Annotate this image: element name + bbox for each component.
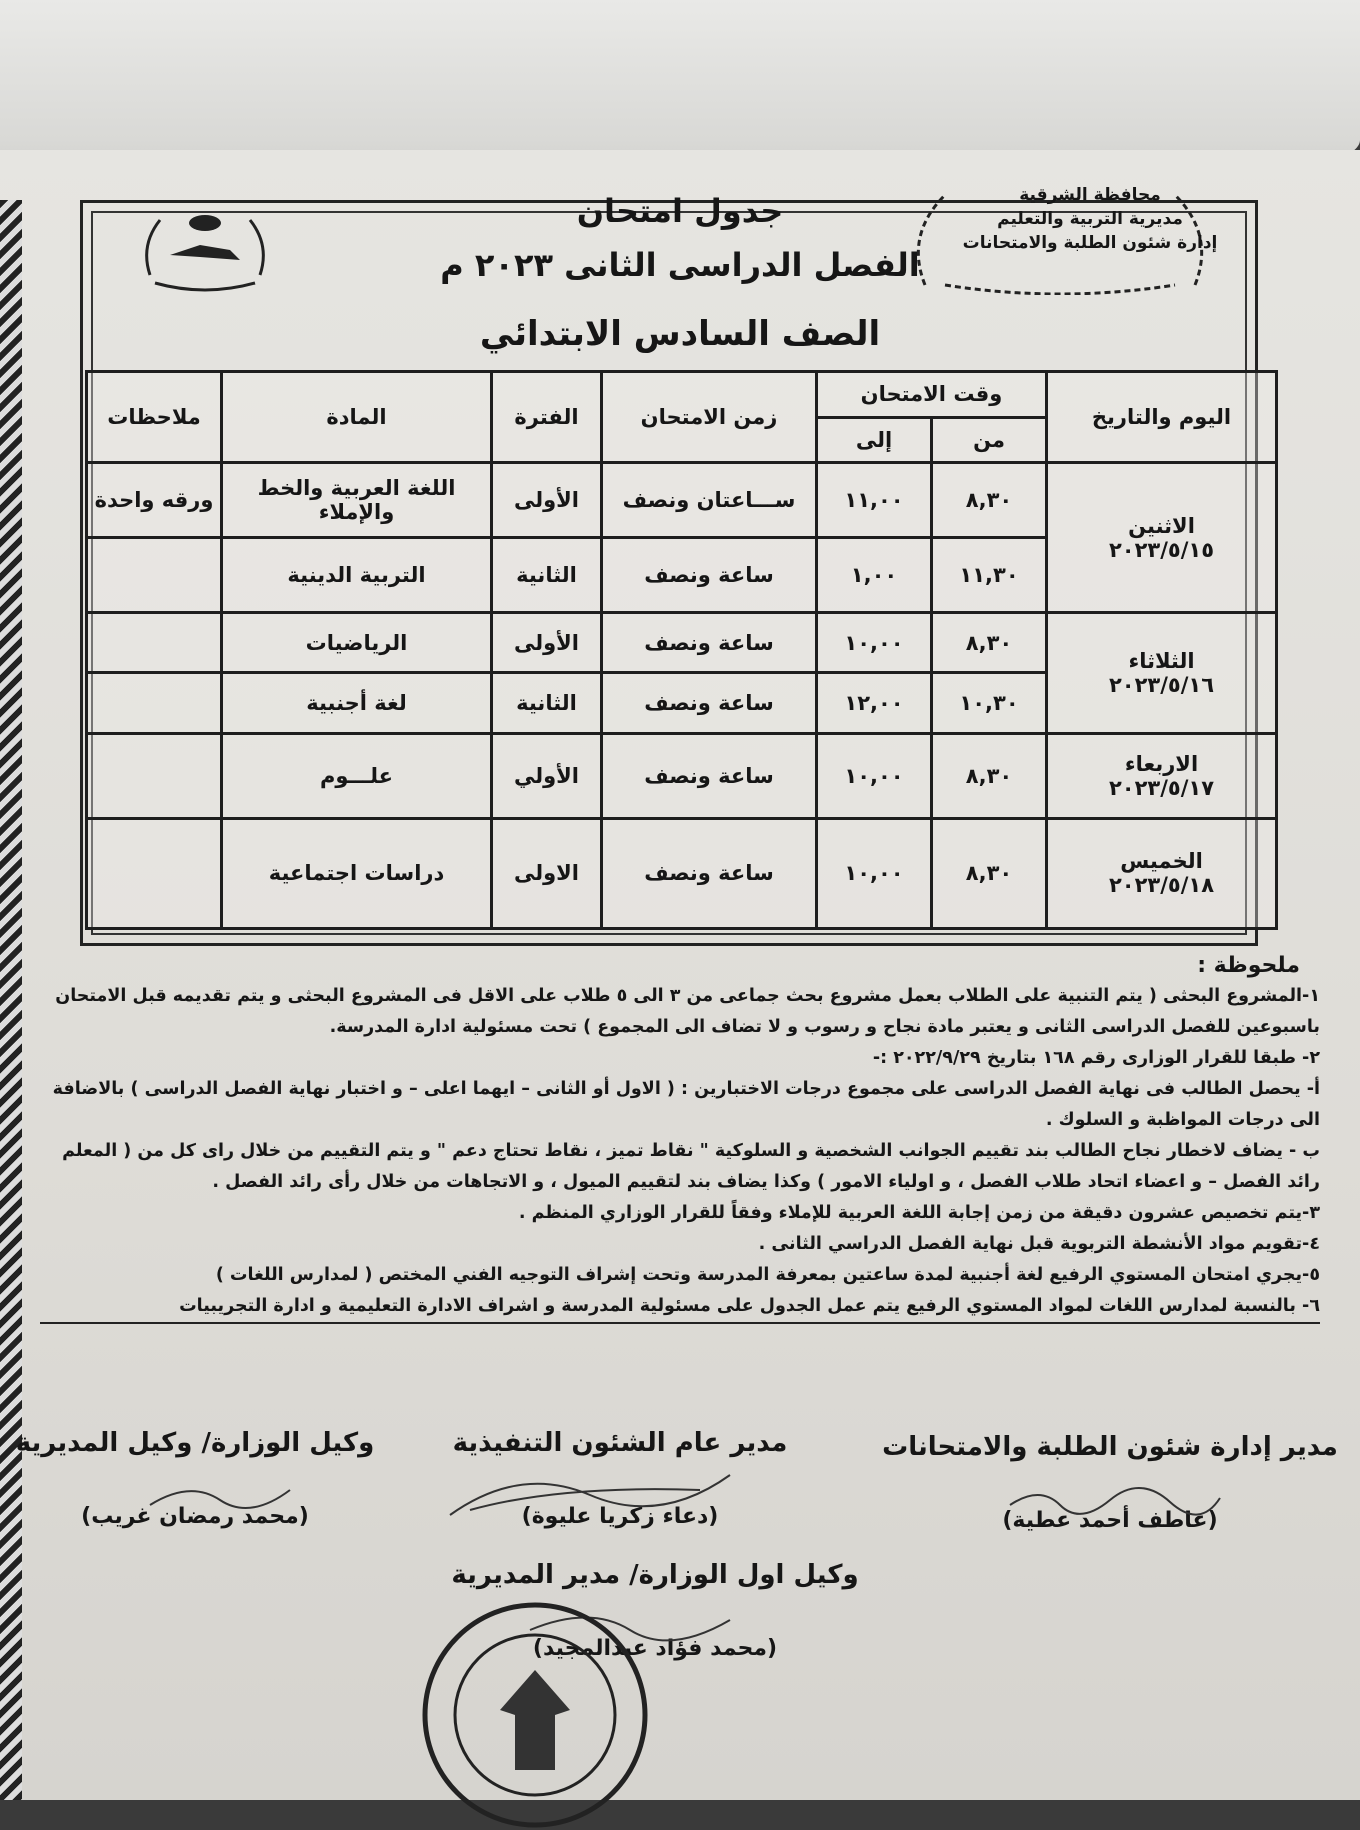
period: الأولى [492, 463, 602, 538]
period: الأولي [492, 733, 602, 818]
header-from: من [932, 417, 1047, 463]
doc-title: جدول امتحان [576, 192, 784, 230]
signature-name: (محمد فؤاد عبدالمجيد) [532, 1636, 778, 1661]
subject: الرياضيات [222, 613, 492, 673]
day-cell [1047, 613, 1277, 734]
signature-role: مدير عام الشئون التنفيذية [452, 1428, 788, 1458]
day-name: الاربعاء [1124, 751, 1199, 776]
left-border-pattern [0, 200, 22, 1800]
signature-role: مدير إدارة شئون الطلبة والامتحانات [882, 1432, 1338, 1462]
duration: ساعة ونصف [602, 673, 817, 733]
signature-name: (دعاء زكريا عليوة) [521, 1504, 719, 1529]
duration: ســـاعتان ونصف [602, 463, 817, 538]
subject: لغة أجنبية [222, 673, 492, 733]
subject: اللغة العربية والخط والإملاء [222, 463, 492, 538]
time-to: ١٠,٠٠ [817, 613, 932, 673]
duration: ساعة ونصف [602, 733, 817, 818]
table-row [87, 463, 1277, 538]
gov-line: محافظة الشرقية [1019, 185, 1161, 205]
time-from: ٨,٣٠ [932, 613, 1047, 673]
note-item: ٦- بالنسبة لمدارس اللغات لمواد المستوي الرفيع يتم عمل الجدول على مسئولية المدرسة و اشراف الادارة التعليمية و ادارة التجريبيات [40, 1291, 1320, 1324]
subject: دراسات اجتماعية [222, 818, 492, 928]
note-item: ٢- طبقا للقرار الوزارى رقم ١٦٨ بتاريخ ٢٠٢٢/٩/٢٩ :- [872, 1048, 1320, 1068]
doc-subtitle: الفصل الدراسى الثانى ٢٠٢٣ م [440, 246, 920, 284]
table-row [87, 733, 1277, 818]
subject: التربية الدينية [222, 538, 492, 613]
signature-scribble-icon [440, 1465, 740, 1525]
duration: ساعة ونصف [602, 613, 817, 673]
day-date: ٢٠٢٣/٥/١٦ [1108, 672, 1215, 697]
time-to: ١١,٠٠ [817, 463, 932, 538]
header-period: الفترة [492, 372, 602, 463]
note [87, 733, 222, 818]
table-row [87, 613, 1277, 673]
exam-schedule-table [85, 370, 1278, 930]
signature-role: وكيل الوزارة/ وكيل المديرية [15, 1428, 375, 1458]
time-from: ٨,٣٠ [932, 818, 1047, 928]
grade-title: الصف السادس الابتدائي [479, 314, 881, 354]
note [87, 818, 222, 928]
period: الثانية [492, 673, 602, 733]
time-from: ٨,٣٠ [932, 733, 1047, 818]
official-seal-icon [420, 1600, 650, 1830]
subject: علـــوم [222, 733, 492, 818]
notes-title: ملحوظة : [1197, 953, 1300, 978]
note-item: ب - يضاف لاخطار نجاح الطالب بند تقييم الجوانب الشخصية و السلوكية " نقاط تميز ، نقاط تحتاج دعم " و يتم التقييم من خلال راى كل من ( المعلم رائد الفصل – و اعضاء اتحاد طلاب الفصل ، و اولياء الامور ) وكذا يضاف بند لتقييم الميول ، و الاتجاهات من خلال رأى رائد الفصل . [62, 1141, 1320, 1192]
signature-name: (محمد رمضان غريب) [81, 1504, 309, 1529]
time-to: ١٠,٠٠ [817, 733, 932, 818]
duration: ساعة ونصف [602, 818, 817, 928]
header-notes: ملاحظات [87, 372, 222, 463]
header-time: وقت الامتحان [817, 372, 1047, 418]
note-item: ١-المشروع البحثى ( يتم التنبية على الطلاب بعمل مشروع بحث جماعى من ٣ الى ٥ طلاب على الاقل فى المشروع البحثى و يتم تقديمه قبل الامتحان باسبوعين للفصل الدراسى الثانى و يعتبر مادة نجاح و رسوب و لا تضاف الى المجموع ) تحت مسئولية ادارة المدرسة. [55, 986, 1320, 1037]
day-name: الثلاثاء [1128, 648, 1195, 673]
note [87, 613, 222, 673]
header-to: إلى [817, 417, 932, 463]
header-duration: زمن الامتحان [602, 372, 817, 463]
time-from: ١٠,٣٠ [932, 673, 1047, 733]
note: ورقه واحدة [87, 463, 222, 538]
period: الأولى [492, 613, 602, 673]
note-item: ٤-تقويم مواد الأنشطة التربوية قبل نهاية الفصل الدراسي الثانى . [758, 1234, 1320, 1254]
signature-role: وكيل اول الوزارة/ مدير المديرية [451, 1560, 859, 1590]
header-day: اليوم والتاريخ [1047, 372, 1277, 463]
note-item: ٥-يجري امتحان المستوي الرفيع لغة أجنبية لمدة ساعتين بمعرفة المدرسة وتحت إشراف التوجيه الفني المختص ( لمدارس اللغات ) [215, 1265, 1320, 1285]
signature-name: (عاطف أحمد عطية) [1002, 1508, 1218, 1533]
day-cell [1047, 818, 1277, 928]
period: الثانية [492, 538, 602, 613]
time-to: ١٠,٠٠ [817, 818, 932, 928]
period: الاولى [492, 818, 602, 928]
time-from: ٨,٣٠ [932, 463, 1047, 538]
time-to: ١٢,٠٠ [817, 673, 932, 733]
time-from: ١١,٣٠ [932, 538, 1047, 613]
gov-line: إدارة شئون الطلبة والامتحانات [962, 233, 1218, 253]
day-date: ٢٠٢٣/٥/١٧ [1108, 775, 1215, 800]
table-row [87, 818, 1277, 928]
time-to: ١,٠٠ [817, 538, 932, 613]
duration: ساعة ونصف [602, 538, 817, 613]
signature-scribble-icon [1000, 1480, 1230, 1520]
day-cell [1047, 463, 1277, 613]
notes-section [40, 950, 1320, 1324]
note-item: أ- يحصل الطالب فى نهاية الفصل الدراسى على مجموع درجات الاختبارين : ( الاول أو الثانى – ايهما اعلى – و اختبار نهاية الفصل الدراسى ) بالاضافة الى درجات المواظبة و السلوك . [52, 1079, 1320, 1130]
note [87, 673, 222, 733]
day-name: الخميس [1120, 849, 1203, 874]
day-cell [1047, 733, 1277, 818]
note [87, 538, 222, 613]
header-subject: المادة [222, 372, 492, 463]
note-item: ٣-يتم تخصيص عشرون دقيقة من زمن إجابة اللغة العربية للإملاء وفقاً للقرار الوزاري المنظم . [518, 1203, 1320, 1223]
day-name: الاثنين [1128, 513, 1195, 538]
gov-line: مديرية التربية والتعليم [997, 209, 1183, 229]
day-date: ٢٠٢٣/٥/١٥ [1108, 537, 1215, 562]
day-date: ٢٠٢٣/٥/١٨ [1108, 873, 1215, 898]
signature-scribble-icon [140, 1475, 300, 1515]
